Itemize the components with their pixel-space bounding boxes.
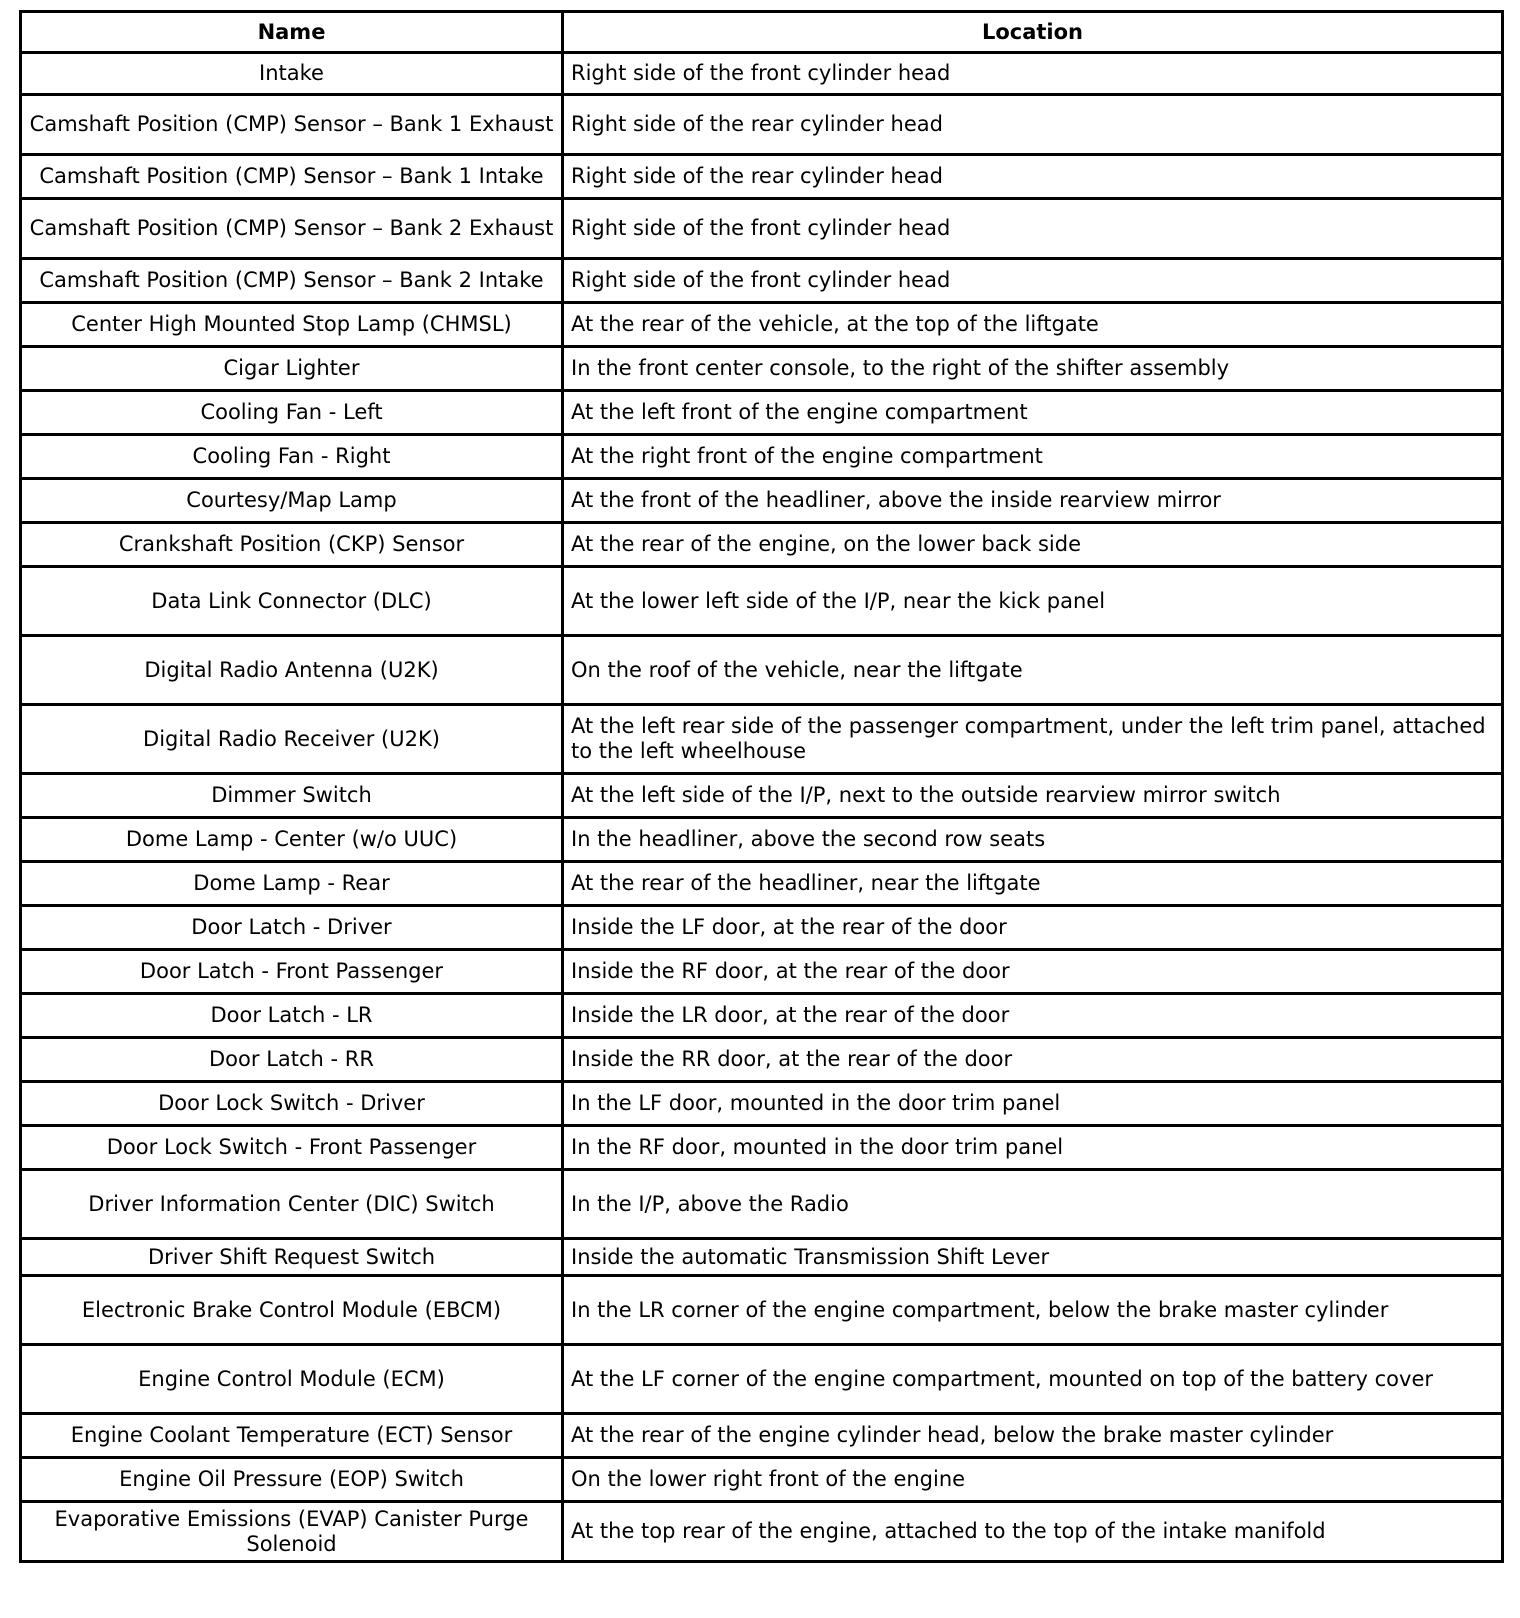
component-location: Right side of the front cylinder head <box>563 53 1503 95</box>
component-name: Courtesy/Map Lamp <box>21 479 563 523</box>
component-name: Digital Radio Antenna (U2K) <box>21 636 563 705</box>
component-location: Right side of the front cylinder head <box>563 259 1503 303</box>
header-name: Name <box>21 12 563 53</box>
table-row <box>21 259 1503 303</box>
component-name: Door Lock Switch - Driver <box>21 1082 563 1126</box>
component-location: Right side of the front cylinder head <box>563 199 1503 259</box>
component-location: In the RF door, mounted in the door trim panel <box>563 1126 1503 1170</box>
table-header-row <box>21 12 1503 53</box>
table-row <box>21 1038 1503 1082</box>
table-row <box>21 479 1503 523</box>
table-row <box>21 818 1503 862</box>
table-row <box>21 1458 1503 1502</box>
component-name: Door Latch - Driver <box>21 906 563 950</box>
table-row <box>21 1126 1503 1170</box>
component-location: In the LF door, mounted in the door trim panel <box>563 1082 1503 1126</box>
component-name: Engine Coolant Temperature (ECT) Sensor <box>21 1414 563 1458</box>
component-location: In the front center console, to the right of the shifter assembly <box>563 347 1503 391</box>
component-location: At the rear of the vehicle, at the top of the liftgate <box>563 303 1503 347</box>
component-location: At the left front of the engine compartment <box>563 391 1503 435</box>
component-name: Door Latch - LR <box>21 994 563 1038</box>
component-location: At the top rear of the engine, attached to the top of the intake manifold <box>563 1502 1503 1562</box>
component-name: Door Latch - Front Passenger <box>21 950 563 994</box>
component-location: At the rear of the headliner, near the liftgate <box>563 862 1503 906</box>
header-location: Location <box>563 12 1503 53</box>
component-location: On the lower right front of the engine <box>563 1458 1503 1502</box>
table-row <box>21 636 1503 705</box>
component-name: Door Latch - RR <box>21 1038 563 1082</box>
component-location: At the LF corner of the engine compartment, mounted on top of the battery cover <box>563 1345 1503 1414</box>
component-name: Electronic Brake Control Module (EBCM) <box>21 1276 563 1345</box>
component-location-table <box>19 10 1504 1563</box>
component-location: On the roof of the vehicle, near the liftgate <box>563 636 1503 705</box>
component-location: At the left rear side of the passenger compartment, under the left trim panel, attached to the left wheelhouse <box>563 705 1503 774</box>
table-row <box>21 774 1503 818</box>
table-row <box>21 199 1503 259</box>
component-name: Camshaft Position (CMP) Sensor – Bank 2 Exhaust <box>21 199 563 259</box>
table-row <box>21 1345 1503 1414</box>
component-name: Digital Radio Receiver (U2K) <box>21 705 563 774</box>
table-row <box>21 705 1503 774</box>
component-location: At the right front of the engine compartment <box>563 435 1503 479</box>
table-row <box>21 950 1503 994</box>
table-row <box>21 95 1503 155</box>
table-row <box>21 862 1503 906</box>
component-location: Inside the LR door, at the rear of the door <box>563 994 1503 1038</box>
component-name: Data Link Connector (DLC) <box>21 567 563 636</box>
component-name: Driver Shift Request Switch <box>21 1239 563 1276</box>
table-row <box>21 1239 1503 1276</box>
table-row <box>21 435 1503 479</box>
component-location: At the front of the headliner, above the inside rearview mirror <box>563 479 1503 523</box>
table-row <box>21 1502 1503 1562</box>
table-row <box>21 1170 1503 1239</box>
table-body <box>21 53 1503 1562</box>
component-location: Right side of the rear cylinder head <box>563 95 1503 155</box>
table-row <box>21 1082 1503 1126</box>
table-row <box>21 567 1503 636</box>
table-row <box>21 1276 1503 1345</box>
component-location: At the left side of the I/P, next to the outside rearview mirror switch <box>563 774 1503 818</box>
table-row <box>21 53 1503 95</box>
component-name: Evaporative Emissions (EVAP) Canister Purge Solenoid <box>21 1502 563 1562</box>
component-location: At the rear of the engine cylinder head, below the brake master cylinder <box>563 1414 1503 1458</box>
component-location: In the I/P, above the Radio <box>563 1170 1503 1239</box>
component-location: Inside the RR door, at the rear of the door <box>563 1038 1503 1082</box>
component-name: Intake <box>21 53 563 95</box>
component-name: Engine Control Module (ECM) <box>21 1345 563 1414</box>
table-row <box>21 347 1503 391</box>
component-location: Inside the LF door, at the rear of the door <box>563 906 1503 950</box>
component-location: Inside the RF door, at the rear of the door <box>563 950 1503 994</box>
component-name: Camshaft Position (CMP) Sensor – Bank 2 Intake <box>21 259 563 303</box>
table-row <box>21 994 1503 1038</box>
component-location: In the headliner, above the second row seats <box>563 818 1503 862</box>
component-name: Dome Lamp - Rear <box>21 862 563 906</box>
component-name: Dimmer Switch <box>21 774 563 818</box>
table-row <box>21 523 1503 567</box>
component-location: Right side of the rear cylinder head <box>563 155 1503 199</box>
component-location: At the lower left side of the I/P, near the kick panel <box>563 567 1503 636</box>
component-name: Camshaft Position (CMP) Sensor – Bank 1 Intake <box>21 155 563 199</box>
table-row <box>21 303 1503 347</box>
component-name: Crankshaft Position (CKP) Sensor <box>21 523 563 567</box>
component-name: Door Lock Switch - Front Passenger <box>21 1126 563 1170</box>
table-row <box>21 906 1503 950</box>
component-location: At the rear of the engine, on the lower back side <box>563 523 1503 567</box>
component-name: Dome Lamp - Center (w/o UUC) <box>21 818 563 862</box>
component-name: Camshaft Position (CMP) Sensor – Bank 1 Exhaust <box>21 95 563 155</box>
table-row <box>21 391 1503 435</box>
component-name: Cooling Fan - Right <box>21 435 563 479</box>
component-name: Cigar Lighter <box>21 347 563 391</box>
component-location: In the LR corner of the engine compartment, below the brake master cylinder <box>563 1276 1503 1345</box>
component-name: Center High Mounted Stop Lamp (CHMSL) <box>21 303 563 347</box>
table-row <box>21 155 1503 199</box>
table-row <box>21 1414 1503 1458</box>
component-name: Engine Oil Pressure (EOP) Switch <box>21 1458 563 1502</box>
component-name: Cooling Fan - Left <box>21 391 563 435</box>
component-name: Driver Information Center (DIC) Switch <box>21 1170 563 1239</box>
component-location: Inside the automatic Transmission Shift Lever <box>563 1239 1503 1276</box>
